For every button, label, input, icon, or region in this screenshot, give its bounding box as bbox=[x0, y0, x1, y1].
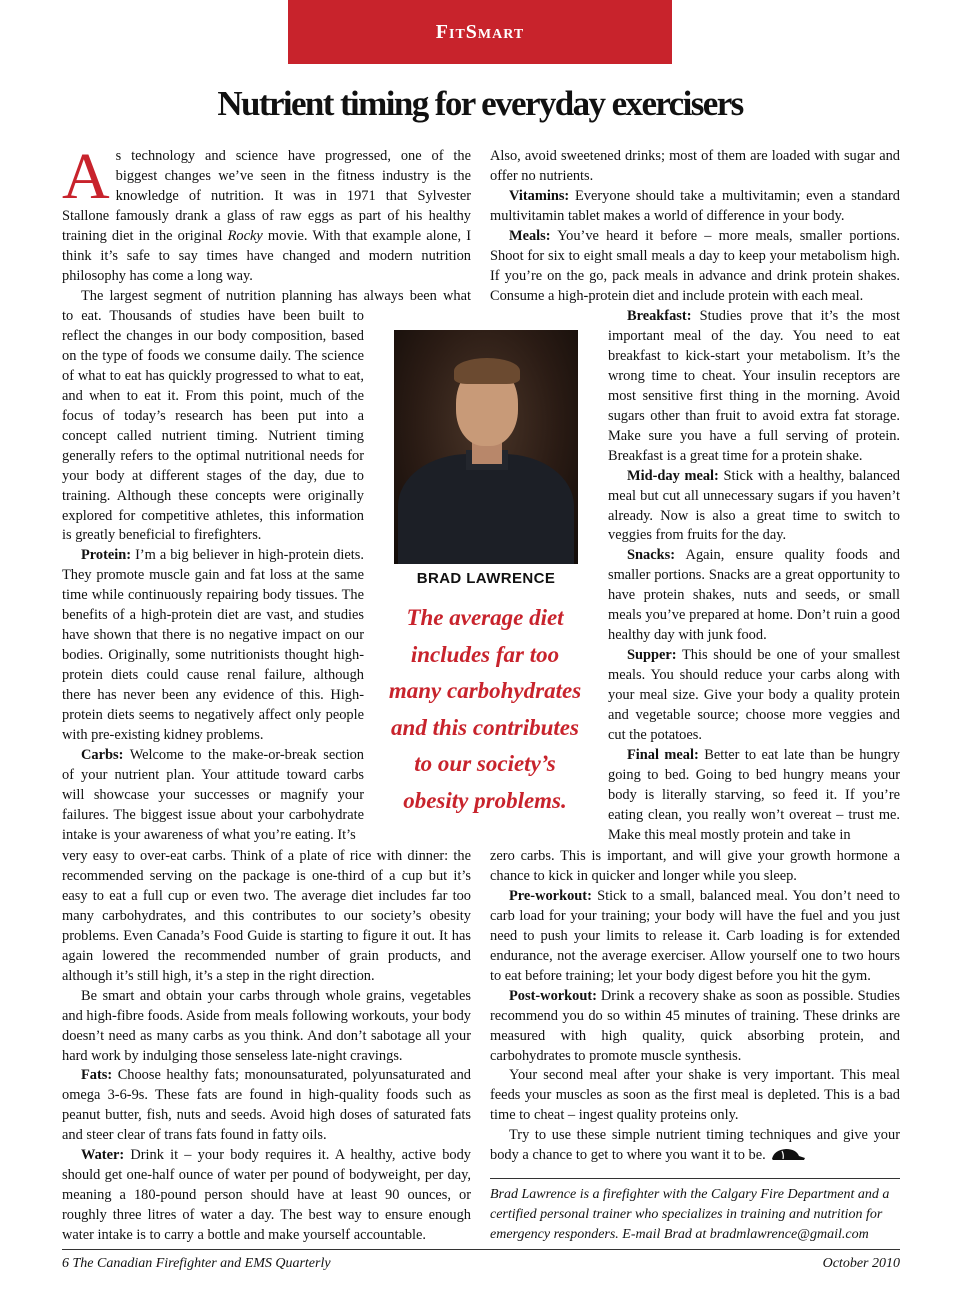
fats-label: Fats: bbox=[81, 1067, 113, 1084]
author-bio-line: Brad Lawrence is a firefighter with the Calgary Fire Department and a bbox=[490, 1187, 890, 1202]
section-banner bbox=[288, 0, 672, 64]
vitamins-paragraph: Vitamins: Everyone should take a multivitamin; even a standard multivitamin tablet makes a world of difference in your body. bbox=[490, 187, 900, 224]
meals-paragraph: Meals: You’ve heard it before – more meals, smaller portions. Shoot for six to eight small meals a day to keep your metabolism high. If you’re on the go, pack meals in advance and drink protein shakes. Consume a high-protein diet and include protein with each meal. bbox=[490, 227, 900, 304]
water-label: Water: bbox=[81, 1147, 125, 1164]
right-bottom-column bbox=[490, 847, 900, 1166]
midday-paragraph: Mid-day meal: Stick with a healthy, balanced meal but cut all unnecessary sugars if you haven’t already. Now is also a great time to switch to veggies from fruits for the day. bbox=[608, 467, 900, 544]
preworkout-label: Pre-workout: bbox=[509, 887, 592, 904]
final-meal-label: Final meal: bbox=[627, 746, 699, 763]
intro-line: knowledge of nutrition. It was in 1971 that Sylvester bbox=[115, 187, 471, 204]
left-narrow-column bbox=[62, 307, 364, 846]
pull-quote-line: obesity problems. bbox=[403, 787, 567, 813]
final-meal-paragraph-end: zero carbs. This is important, and will give your growth hormone a chance to kick in quicker and longer while you sleep. bbox=[490, 848, 900, 884]
postworkout-label: Post-workout: bbox=[509, 987, 597, 1004]
footer-divider bbox=[62, 1249, 900, 1250]
closing-paragraph: Try to use these simple nutrient timing techniques and give your body a chance to get to where you want it to be. bbox=[490, 1127, 900, 1164]
issue-date: October 2010 bbox=[822, 1256, 900, 1271]
vitamins-label: Vitamins: bbox=[509, 187, 570, 204]
midday-label: Mid-day meal: bbox=[627, 467, 719, 484]
author-bio bbox=[490, 1185, 900, 1245]
bio-divider bbox=[490, 1178, 900, 1179]
page-folio: 6 The Canadian Firefighter and EMS Quarterly bbox=[62, 1256, 331, 1271]
photo-caption: BRAD LAWRENCE bbox=[416, 570, 556, 587]
preworkout-paragraph: Pre-workout: Stick to a small, balanced meal. You don’t need to carb load for your training; your body will have the fuel and you just need to push your limits to release it. Carb loading is for extended endurance, not the average exerciser. Allow yourself one to two hours to eat before training; let your body digest before you hit the gym. bbox=[490, 887, 900, 984]
largest-segment-first-line: The largest segment of nutrition planning has always been what bbox=[81, 287, 471, 304]
supper-label: Supper: bbox=[627, 647, 677, 664]
pull-quote bbox=[374, 600, 596, 820]
carbs-paragraph-end: very easy to over-eat carbs. Think of a plate of rice with dinner: the recommended serving on the package is one-third of a cup but it’s easy to eat a full cup or even two. The average diet includes far too many carbohydrates, and this contributes to our society’s obesity problems. Even Canada’s Food Guide is starting to figure it out. It has again lowered the recommended number of grain products, and although it’s still high, it’s a step in the right direction. bbox=[62, 848, 471, 984]
breakfast-paragraph: Breakfast: Studies prove that it’s the most important meal of the day. You need to eat breakfast to kick-start your metabolism. It’s the wrong time to cheat. Your insulin receptors are most sensitive first thing in the morning. Avoid sugars other than fruit to avoid extra fat storage. Make sure you have a full serving of protein. Breakfast is a great time for a protein shake. bbox=[608, 308, 900, 464]
meals-label: Meals: bbox=[509, 227, 551, 244]
author-photo bbox=[394, 330, 578, 564]
fire-helmet-icon bbox=[770, 1146, 806, 1162]
largest-segment-paragraph: to eat. Thousands of studies have been built to reflect the changes in our body composition, based on the type of foods we consume daily. The science of what to eat has quickly progressed to what to eat, and when to eat it. From this point, much of the focus of today’s research has been put into a concept called nutrient timing. Nutrient timing generally refers to the optimal nutritional needs for your body at different stages of the day, due to training. Although these concepts were originally explored for competitive athletes, this information is greatly beneficial to firefighters. bbox=[62, 308, 364, 544]
section-banner-label: FitSmart bbox=[435, 20, 525, 43]
snacks-label: Snacks: bbox=[627, 547, 675, 564]
drop-cap: A bbox=[62, 140, 110, 213]
right-narrow-column bbox=[608, 307, 900, 846]
right-top-column bbox=[490, 147, 900, 307]
snacks-paragraph: Snacks: Again, ensure quality foods and smaller portions. Snacks are a great opportunity to have protein shakes, nuts and seeds, or small meals you’ve prepared at home. Don’t ruin a good healthy day with junk food. bbox=[608, 547, 900, 644]
pull-quote-line: and this contributes bbox=[391, 714, 579, 740]
protein-label: Protein: bbox=[81, 547, 132, 564]
movie-title: Rocky bbox=[227, 227, 263, 244]
left-bottom-column bbox=[62, 847, 471, 1246]
pull-quote-line: includes far too bbox=[410, 641, 560, 667]
fats-paragraph: Fats: Choose healthy fats; monounsaturated, polyunsaturated and omega 3-6-9s. These fats are found in high-quality foods such as peanut butter, fish, nuts and seeds. Avoid high doses of saturated fats and steer clear of trans fats found in fatty oils. bbox=[62, 1067, 471, 1144]
article-headline: Nutrient timing for everyday exercisers bbox=[217, 84, 743, 123]
final-meal-paragraph-start: Final meal: Better to eat late than be hungry going to bed. Going to bed hungry means your body is literally starving, so feed it. If you’re eating clean, you really won’t overeat – trust me. Make this meal mostly protein and take in bbox=[608, 746, 900, 843]
intro-line: s technology and science have progressed, one of the bbox=[115, 148, 471, 164]
intro-tail: Stallone famously drank a glass of raw eggs as part of his healthy training diet in the original Rocky movie. With that example alone, I think it’s safe to say times have changed and modern nutrition philosophy has come a long way. bbox=[62, 207, 471, 284]
postworkout-paragraph: Post-workout: Drink a recovery shake as soon as possible. Studies recommend you do so within 45 minutes of training. These drinks are measured with high quality, quick absorbing protein, and carbohydrates to promote muscle synthesis. bbox=[490, 987, 900, 1064]
carbs-paragraph-start: Carbs: Welcome to the make-or-break section of your nutrient plan. Your attitude toward carbs will showcase your successes or magnify your failures. The biggest issue about your carbohydrate intake is your awareness of what you’re eating. It’s bbox=[62, 746, 364, 843]
sweetened-drinks-paragraph: Also, avoid sweetened drinks; most of them are loaded with sugar and offer no nutrients. bbox=[490, 148, 900, 184]
intro-paragraph bbox=[62, 140, 471, 307]
smart-carbs-paragraph: Be smart and obtain your carbs through whole grains, vegetables and high-fibre foods. Aside from meals following workouts, your body doesn’t need as many carbs as you think. And don’t sabotage all your hard work by indulging those senseless late-night cravings. bbox=[62, 987, 471, 1064]
carbs-label: Carbs: bbox=[81, 746, 124, 763]
pull-quote-line: The average diet bbox=[406, 605, 564, 630]
water-paragraph: Water: Drink it – your body requires it. A healthy, active body should get one-half ounce of water per pound of bodyweight, per day, meaning a 180-pound person should have at least 90 ounces, or roughly three litres of water a day. The best way to ensure enough water intake is to carry a bottle and make yourself accountable. bbox=[62, 1147, 471, 1244]
pull-quote-line: to our society’s bbox=[414, 751, 556, 777]
pull-quote-line: many carbohydrates bbox=[388, 678, 582, 704]
author-bio-line: certified personal trainer who specializes in training and nutrition for bbox=[490, 1207, 883, 1222]
second-meal-paragraph: Your second meal after your shake is very important. This meal feeds your muscles as soon as the first meal is depleted. This is a bad time to cheat – ingest quality proteins only. bbox=[490, 1067, 900, 1124]
supper-paragraph: Supper: This should be one of your smallest meals. You should reduce your carbs along with your meal size. Give your body a quality protein and vegetable source; choose more veggies and cut the potatoes. bbox=[608, 647, 900, 744]
breakfast-label: Breakfast: bbox=[627, 308, 692, 324]
author-bio-line: emergency responders. E-mail Brad at bradmlawrence@gmail.com bbox=[490, 1227, 869, 1242]
intro-line: biggest changes we’ve seen in the fitness industry is the bbox=[115, 167, 471, 184]
protein-paragraph: Protein: I’m a big believer in high-protein diets. They promote muscle gain and fat loss at the same time while continuously repairing body tissues. The benefits of a high-protein diet are vast, and studies have shown that there is no negative impact on our bodies. Originally, some nutritionists thought high-protein diets could cause renal failure, although there has never been any evidence of this. High-protein diets seems to negatively affect only people with pre-existing kidney problems. bbox=[62, 547, 364, 744]
